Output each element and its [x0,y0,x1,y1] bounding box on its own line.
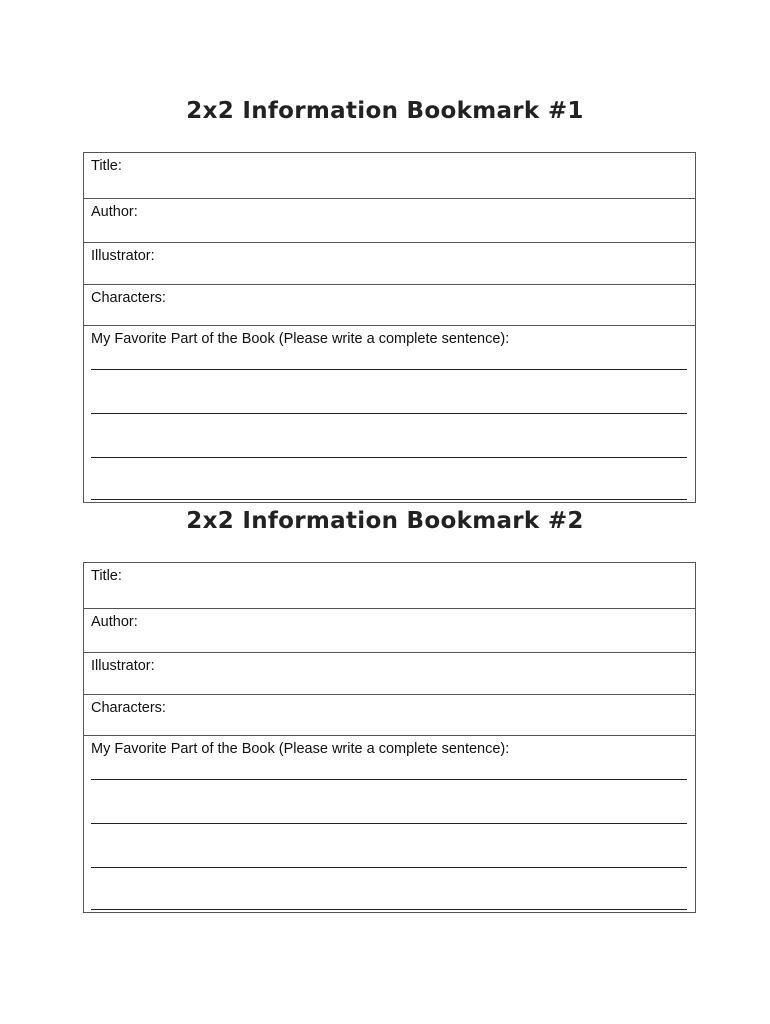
writing-line[interactable] [91,823,687,824]
title-label: Title: [91,568,122,584]
bookmark-heading: 2x2 Information Bookmark #1 [186,98,584,124]
writing-line[interactable] [91,369,687,370]
author-row[interactable] [84,199,695,243]
illustrator-label: Illustrator: [91,658,155,674]
illustrator-row[interactable] [84,653,695,695]
title-row[interactable] [84,153,695,199]
favorite-part-label: My Favorite Part of the Book (Please write a complete sentence): [91,741,510,757]
favorite-part-row[interactable] [84,326,695,502]
writing-line[interactable] [91,909,687,910]
characters-row[interactable] [84,285,695,326]
title-label: Title: [91,158,122,174]
favorite-part-label: My Favorite Part of the Book (Please write a complete sentence): [91,331,510,347]
characters-row[interactable] [84,695,695,736]
bookmark-form-table [83,562,696,913]
author-row[interactable] [84,609,695,653]
author-label: Author: [91,614,138,630]
writing-line[interactable] [91,867,687,868]
title-row[interactable] [84,563,695,609]
characters-label: Characters: [91,700,166,716]
characters-label: Characters: [91,290,166,306]
author-label: Author: [91,204,138,220]
writing-line[interactable] [91,499,687,500]
writing-line[interactable] [91,457,687,458]
bookmark-heading: 2x2 Information Bookmark #2 [186,508,584,534]
illustrator-label: Illustrator: [91,248,155,264]
favorite-part-row[interactable] [84,736,695,912]
writing-line[interactable] [91,779,687,780]
illustrator-row[interactable] [84,243,695,285]
bookmark-form-table [83,152,696,503]
writing-line[interactable] [91,413,687,414]
